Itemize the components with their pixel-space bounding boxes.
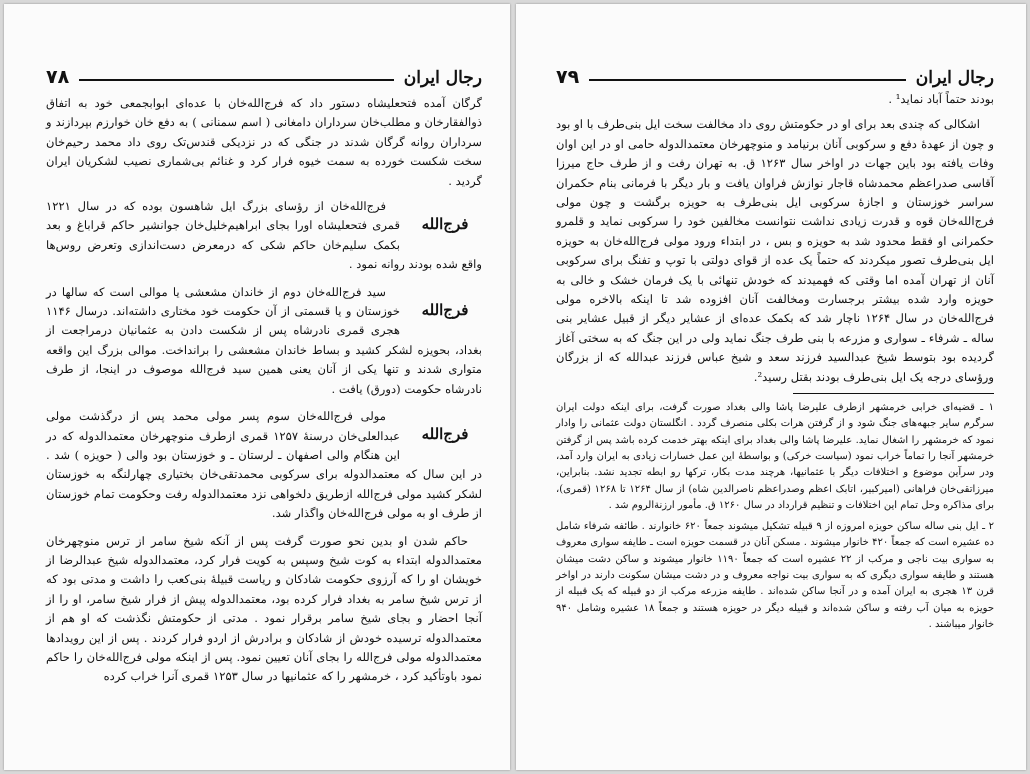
right-body (556, 90, 994, 638)
entry-heading: فرج‌الله (421, 300, 469, 319)
right-head-rule (589, 79, 906, 81)
left-page (4, 4, 510, 770)
left-page-number: ۷۸ (46, 66, 70, 88)
footnote-1: ۱ ـ قضیه‌ای خرابی خرمشهر ازطرف علیرضا پاشا والی بغداد صورت گرفت، برای اینکه دولت ایران سرگرم سایر جبهه‌های جنگ شود و از گرفتن هرات بکلی منصرف گردد . انگلستان دولت عثمانی را وادار نمود که خرمشهر را اشغال نماید. علیرضا پاشا والی بغداد برای اینکه بهتر خدمت کرده باشد پس از گرفتن خرمشهر آنجا را تماماً خراب نمود (سیاست خرکی) و بواسطهٔ این عمل خسارات زیادی به ایران وارد آمد، ودر سرآین موضوع و اختلافات دیگر با عثمانیها، هرچند مدت بکار، ترکها رو ابطه تجدید نشد. بنابراین، میرزاتقی‌خان فراهانی (امیرکبیر، اتابک اعظم وصدراعظم ناصرالدین شاه) از سال ۱۲۶۴ تا ۱۲۶۸ (قمری)، برای مذاکره وحل تمام این اختلافات و تنظیم قرارداد در سال ۱۲۶۰ ق. مأمور ارزنة‌الروم شد . (556, 402, 994, 511)
entry-text: مولی فرج‌الله‌خان سوم پسر مولی محمد پس از درگذشت مولی عبدالعلی‌خان درسنهٔ ۱۲۵۷ قمری ازطرف منوچهرخان معتمدالدوله که در این هنگام والی اصفهان ـ لرستان ـ و خوزستان بود والی ( حویزه ) شد . در این سال که معتمدالدوله برای سرکوبی محمدتقی‌خان بختیاری چهارلنگه به خوزستان لشکر کشید مولی فرج‌الله ازطریق دلخواهی نزد معتمدالدوله رفت وحکومت تمام خوزستان از طرف او به مولی فرج‌الله‌خان واگذار شد. (46, 409, 482, 521)
right-running-head (556, 64, 994, 88)
right-intro-line: بودند حتماً آباد نماید¹ . (888, 92, 994, 106)
left-head-rule (79, 79, 394, 81)
footnote-rule (793, 393, 994, 394)
entry-farajollah-3 (46, 407, 482, 523)
footnote-2: ۲ ـ ایل بنی ساله ساکن حویزه امروزه از ۹ قبیله تشکیل میشوند جمعاً ۶۲۰ خانوارند . طائفه شرفاء شامل ده عشیره است که جمعاً ۴۲۰ خانوار میشوند . مسکن آنان در قسمت حویزه است ـ طایفه سواری معروف به سواری بیت ناجی و مرکب از ۲۲ عشیره است که جمعاً ۱۱۹۰ خانوار میشوند و ساکن دشت میشان هستند و طایفه سواری دیگری که به سواری بیت نواجه معروف و در دشت میشان سکونت دارند در اواخر قرن ۱۳ هجری به ایران آمده و در آنجا ساکن شده‌اند . طایفه مزرعه مرکب از دو قبیله که یک قبیله از حویزه به میان آب رفته و ساکن شده‌اند و قبیله دیگر در حویزه هستند و جمعاً ۱۸ عشیره وشامل ۹۴۰ خانوار میباشند . (556, 521, 995, 630)
entry-farajollah-1 (46, 197, 482, 275)
entry-text: سید فرج‌الله‌خان دوم از خاندان مشعشی یا موالی است که سالها در خوزستان و یا قسمتی از آن حکومت خود مختاری داشته‌اند. درسال ۱۱۴۶ هجری قمری نادرشاه پس از شکست دادن به عثمانیان درمراجعت از بغداد، بحویزه لشکر کشید و بساط خاندان مشعشی را برانداخت. موالی بزرگ این واقعه متواری شدند و تنها یکی از آنان یعنی همین سید فرج‌الله موصوف در اینجا، از طرف نادرشاه حکومت (دورق) یافت . (46, 284, 482, 396)
entry-text: فرج‌الله‌خان از رؤسای بزرگ ایل شاهسون بوده که در سال ۱۲۲۱ قمری فتحعلیشاه اورا بجای ابراهیم‌خلیل‌خان جوانشیر حاکم قراباغ و بعد بکمک سلیم‌خان حاکم شکی که درمعرض دست‌اندازی وتعرض روس‌ها واقع شده بودند روانه نمود . (46, 199, 482, 272)
left-closing-paragraph: حاکم شدن او بدین نحو صورت گرفت پس از آنکه شیخ سامر از ترس منوچهرخان معتمدالدوله ابتداء به کوت شیخ وسپس به کویت فرار کرد، معتمدالدوله شیخ عبدالرضا از خویشان او را که آرزوی حکومت شادکان و ریاست قبیلهٔ بنی‌کعب را داشت و مدتی بود که از ترس شیخ سامر به بغداد فرار کرده بود، معتمدالدوله پیش از فرار شیخ سامر، او را از آنجا احضار و بجای شیخ سامر برقرار نمود . مدتی از حکومتش نگذشت که او هم از معتمدالدوله ترسیده خودش از شادکان و برادرش از اردو فرار کردند . پس از این رویدادها معتمدالدوله مولی فرج‌الله را بجای آنان تعیین نمود. پس از اینکه مولی فرج‌الله‌خان را حاکم نمود باوتأکید کرد ، خرمشهر را که عثمانیها در سال ۱۲۵۳ قمری آنرا خراب کرده (46, 533, 482, 684)
entry-farajollah-2 (46, 283, 482, 399)
left-body (46, 94, 482, 693)
right-main-paragraph: اشکالی که چندی بعد برای او در حکومتش روی داد مخالفت سخت ایل بنی‌طرف با او بود و چون از عهدهٔ دفع و سرکوبی آنان برنیامد و منوچهرخان معتمدالدوله حامی او در این اوان وفات یافته بود باین جهات در اواخر سال ۱۲۶۳ ق. به تهران رفت و از طرف حاج میرزا آقاسی صدراعظم محمدشاه قاجار نوازش فراوان یافت و بار دیگر با فرمانی بنام حکمران سراسر خوزستان و اجازهٔ سرکوبی ایل بنی‌طرف به حویزه برگشت و چون مولی فرج‌الله‌خان قوه و قدرت زیادی نداشت نتوانست مخالفین خود را سرکوبی نماید و قلمرو حکمرانی او فقط محدود شد به حویزه و بس ، در ابتداء ورود مولی فرج‌الله‌خان به حویزه ایل بنی‌طرف تصور میکردند که حتماً یک عده از قوای دولتی با توپ و تفنگ برای سرکوبی آنان از تهران آمده اما وقتی که فهمیدند که خودش تنهائی با یک فرمان خشک و خالی به حویزه وارد شده بیشتر برجسارت ومخالفت آنان افزوده شد تا اینکه بالاخره مولی فرج‌الله‌خان در سال ۱۲۶۴ ناچار شد که بکمک عده‌ای از عشایر دیگر از قبیل عشایر بنی ساله ـ شرفاء ـ سواری و مزرعه با بنی طرف جنگ نماید ولی در این جنگ که به سختی آغاز گردیده بود بتوسط شیخ عبدالسید فرزند سعد و شیخ عباس فرزند عبدالله که از بزرگان ورؤسای درجه یک ایل بنی‌طرف بودند بقتل رسید². (556, 117, 994, 384)
left-intro-paragraph: گرگان آمده فتحعلیشاه دستور داد که فرج‌الله‌خان با عده‌ای ابوابجمعی خود به اتفاق ذوالفقارخان و مطلب‌خان سرداران دامغانی ( اسم سمنانی ) به دفع خان خوارزم بپردازند و سرداران روانه گرگان شدند در جنگی که در نزدیکی قندس‌تک روی داد محمد رحیم‌خان سخت شکست خورده به سمت خیوه فرار کرد و غنائم بی‌شماری نصیب لشکریان ایران گردید . (46, 96, 482, 188)
entry-heading: فرج‌الله (421, 215, 469, 234)
left-running-title: رجال ایران (403, 68, 482, 88)
footnotes (556, 400, 994, 633)
right-page-number: ۷۹ (556, 66, 580, 88)
entry-heading: فرج‌الله (421, 425, 469, 444)
right-running-title: رجال ایران (915, 68, 994, 88)
right-page (516, 4, 1026, 770)
left-running-head (46, 64, 482, 88)
